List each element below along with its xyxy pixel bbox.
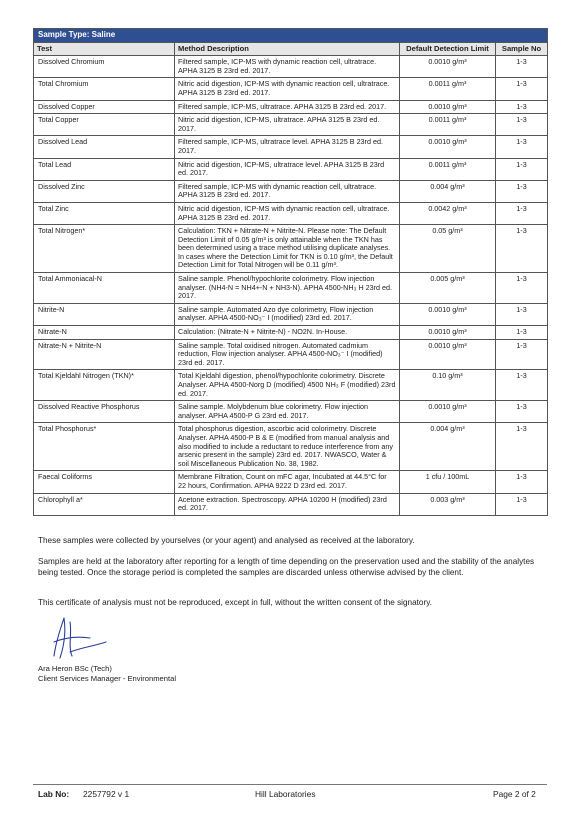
cell-limit: 0.0010 g/m³ (400, 401, 496, 423)
signature-image (50, 612, 110, 662)
table-row (34, 56, 548, 78)
cell-test: Faecal Coliforms (34, 471, 175, 493)
signatory-block (38, 664, 176, 683)
company-name: Hill Laboratories (255, 789, 316, 799)
cell-sample-no: 1-3 (496, 202, 548, 224)
cell-method: Nitric acid digestion, ICP-MS, ultratrace. APHA 3125 B 23rd ed. 2017. (175, 114, 400, 136)
note-storage: Samples are held at the laboratory after reporting for a length of time depending on the preservation used and the stability of the analytes being tested. Once the storage period is completed the samples are discarded unless otherwise advised by the client. (38, 557, 535, 577)
cell-sample-no: 1-3 (496, 100, 548, 114)
cell-method: Filtered sample, ICP-MS with dynamic reaction cell, ultratrace. APHA 3125 B 23rd ed. 2017. (175, 56, 400, 78)
table-row (34, 370, 548, 401)
table-row (34, 339, 548, 370)
cell-sample-no: 1-3 (496, 401, 548, 423)
cell-sample-no: 1-3 (496, 370, 548, 401)
cell-limit: 0.004 g/m³ (400, 423, 496, 471)
table-row (34, 303, 548, 325)
cell-test: Dissolved Zinc (34, 180, 175, 202)
cell-test: Total Ammoniacal-N (34, 273, 175, 304)
cell-sample-no: 1-3 (496, 471, 548, 493)
cell-method: Saline sample. Automated Azo dye colorimetry, Flow injection analyser. APHA 4500-NO₃⁻ I (modified) 23rd ed. 2017. (175, 303, 400, 325)
cell-method: Saline sample. Phenol/hypochlorite colorimetry. Flow injection analyser. (NH4-N = NH4+-N + NH3-N). APHA 4500-NH₃ H 23rd ed. 2017. (175, 273, 400, 304)
table-row (34, 202, 548, 224)
column-header-limit: Default Detection Limit (400, 42, 496, 56)
cell-limit: 0.0011 g/m³ (400, 78, 496, 100)
cell-limit: 0.0011 g/m³ (400, 114, 496, 136)
table-row (34, 225, 548, 273)
cell-sample-no: 1-3 (496, 423, 548, 471)
cell-sample-no: 1-3 (496, 114, 548, 136)
cell-sample-no: 1-3 (496, 78, 548, 100)
signatory-name: Ara Heron BSc (Tech) (38, 664, 112, 673)
cell-limit: 0.004 g/m³ (400, 180, 496, 202)
sample-type-band: Sample Type: Saline (34, 29, 548, 43)
note-collected: These samples were collected by yourselves (or your agent) and analysed as received at the laboratory. (38, 536, 415, 545)
cell-method: Calculation: TKN + Nitrate-N + Nitrite-N. Please note: The Default Detection Limit of 0.05 g/m³ is only attainable when the TKN has been determined using a trace method utilising duplicate analyses. In cases where the Detection Limit for TKN is 0.10 g/m³, the Default Detection Limit for Total Nitrogen will be 0.11 g/m³. (175, 225, 400, 273)
table-row (34, 471, 548, 493)
cell-test: Dissolved Reactive Phosphorus (34, 401, 175, 423)
cell-limit: 0.003 g/m³ (400, 493, 496, 515)
cell-test: Chlorophyll a* (34, 493, 175, 515)
signatory-title: Client Services Manager - Environmental (38, 673, 177, 683)
cell-limit: 0.0010 g/m³ (400, 326, 496, 340)
cell-test: Dissolved Copper (34, 100, 175, 114)
cell-method: Nitric acid digestion, ICP-MS with dynamic reaction cell, ultratrace. APHA 3125 B 23rd ed. 2017. (175, 78, 400, 100)
cell-test: Nitrate-N + Nitrite-N (34, 339, 175, 370)
cell-limit: 0.0010 g/m³ (400, 303, 496, 325)
cell-test: Total Lead (34, 158, 175, 180)
cell-method: Acetone extraction. Spectroscopy. APHA 10200 H (modified) 23rd ed. 2017. (175, 493, 400, 515)
cell-method: Saline sample. Total oxidised nitrogen. Automated cadmium reduction, Flow injection analyser. APHA 4500-NO₃⁻ I (modified) 23rd ed. 2017. (175, 339, 400, 370)
column-header-method: Method Description (175, 42, 400, 56)
cell-limit: 0.0010 g/m³ (400, 100, 496, 114)
cell-sample-no: 1-3 (496, 180, 548, 202)
cell-sample-no: 1-3 (496, 303, 548, 325)
lab-no: 2257792 v 1 (83, 789, 130, 799)
table-row (34, 114, 548, 136)
cell-method: Filtered sample, ICP-MS, ultratrace. APHA 3125 B 23rd ed. 2017. (175, 100, 400, 114)
table-row (34, 273, 548, 304)
footer-divider (33, 784, 547, 785)
table-row (34, 136, 548, 158)
table-row (34, 423, 548, 471)
method-table (33, 28, 548, 516)
cell-sample-no: 1-3 (496, 225, 548, 273)
table-row (34, 326, 548, 340)
cell-test: Total Chromium (34, 78, 175, 100)
cell-test: Total Kjeldahl Nitrogen (TKN)* (34, 370, 175, 401)
table-row (34, 158, 548, 180)
cell-sample-no: 1-3 (496, 326, 548, 340)
cell-limit: 0.0010 g/m³ (400, 339, 496, 370)
cell-sample-no: 1-3 (496, 158, 548, 180)
lab-no-label: Lab No: (38, 789, 70, 799)
cell-sample-no: 1-3 (496, 339, 548, 370)
table-row (34, 78, 548, 100)
table-row (34, 493, 548, 515)
cell-method: Filtered sample, ICP-MS with dynamic reaction cell, ultratrace. APHA 3125 B 23rd ed. 2017. (175, 180, 400, 202)
cell-method: Total Kjeldahl digestion, phenol/hypochlorite colorimetry. Discrete Analyser. APHA 4500-Norg D (modified) 4500 NH₃ F (modified) 23rd ed. 2017. (175, 370, 400, 401)
cell-limit: 0.0011 g/m³ (400, 158, 496, 180)
cell-limit: 0.005 g/m³ (400, 273, 496, 304)
cell-test: Dissolved Chromium (34, 56, 175, 78)
table-row (34, 401, 548, 423)
cell-method: Total phosphorus digestion, ascorbic acid colorimetry. Discrete Analyser. APHA 4500-P B & E (modified from manual analysis and also modified to include a reductant to reduce interference from any arsenic present in the sample) 23rd ed. 2017. NWASCO, Water & soil Miscellaneous Publication No. 38, 1982. (175, 423, 400, 471)
cell-method: Calculation: (Nitrate-N + Nitrite-N) - NO2N. In-House. (175, 326, 400, 340)
cell-limit: 0.0042 g/m³ (400, 202, 496, 224)
cell-test: Nitrate-N (34, 326, 175, 340)
cell-method: Nitric acid digestion, ICP-MS, ultratrace level. APHA 3125 B 23rd ed. 2017. (175, 158, 400, 180)
cell-sample-no: 1-3 (496, 136, 548, 158)
cell-limit: 1 cfu / 100mL (400, 471, 496, 493)
column-header-sample-no: Sample No (496, 42, 548, 56)
cell-limit: 0.0010 g/m³ (400, 56, 496, 78)
cell-sample-no: 1-3 (496, 493, 548, 515)
cell-limit: 0.10 g/m³ (400, 370, 496, 401)
cell-method: Filtered sample, ICP-MS, ultratrace level. APHA 3125 B 23rd ed. 2017. (175, 136, 400, 158)
table-row (34, 180, 548, 202)
cell-test: Nitrite-N (34, 303, 175, 325)
note-copyright: This certificate of analysis must not be reproduced, except in full, without the written consent of the signatory. (38, 598, 432, 607)
table-row (34, 100, 548, 114)
cell-test: Dissolved Lead (34, 136, 175, 158)
cell-method: Saline sample. Molybdenum blue colorimetry. Flow injection analyser. APHA 4500-P G 23rd ed. 2017. (175, 401, 400, 423)
cell-test: Total Nitrogen* (34, 225, 175, 273)
cell-sample-no: 1-3 (496, 273, 548, 304)
cell-method: Nitric acid digestion, ICP-MS with dynamic reaction cell, ultratrace. APHA 3125 B 23rd ed. 2017. (175, 202, 400, 224)
cell-test: Total Zinc (34, 202, 175, 224)
cell-test: Total Copper (34, 114, 175, 136)
cell-limit: 0.05 g/m³ (400, 225, 496, 273)
cell-limit: 0.0010 g/m³ (400, 136, 496, 158)
page-number: Page 2 of 2 (493, 789, 536, 799)
column-header-test: Test (34, 42, 175, 56)
cell-sample-no: 1-3 (496, 56, 548, 78)
cell-test: Total Phosphorus* (34, 423, 175, 471)
cell-method: Membrane Filtration, Count on mFC agar, Incubated at 44.5°C for 22 hours, Confirmation. APHA 9222 D 23rd ed. 2017. (175, 471, 400, 493)
